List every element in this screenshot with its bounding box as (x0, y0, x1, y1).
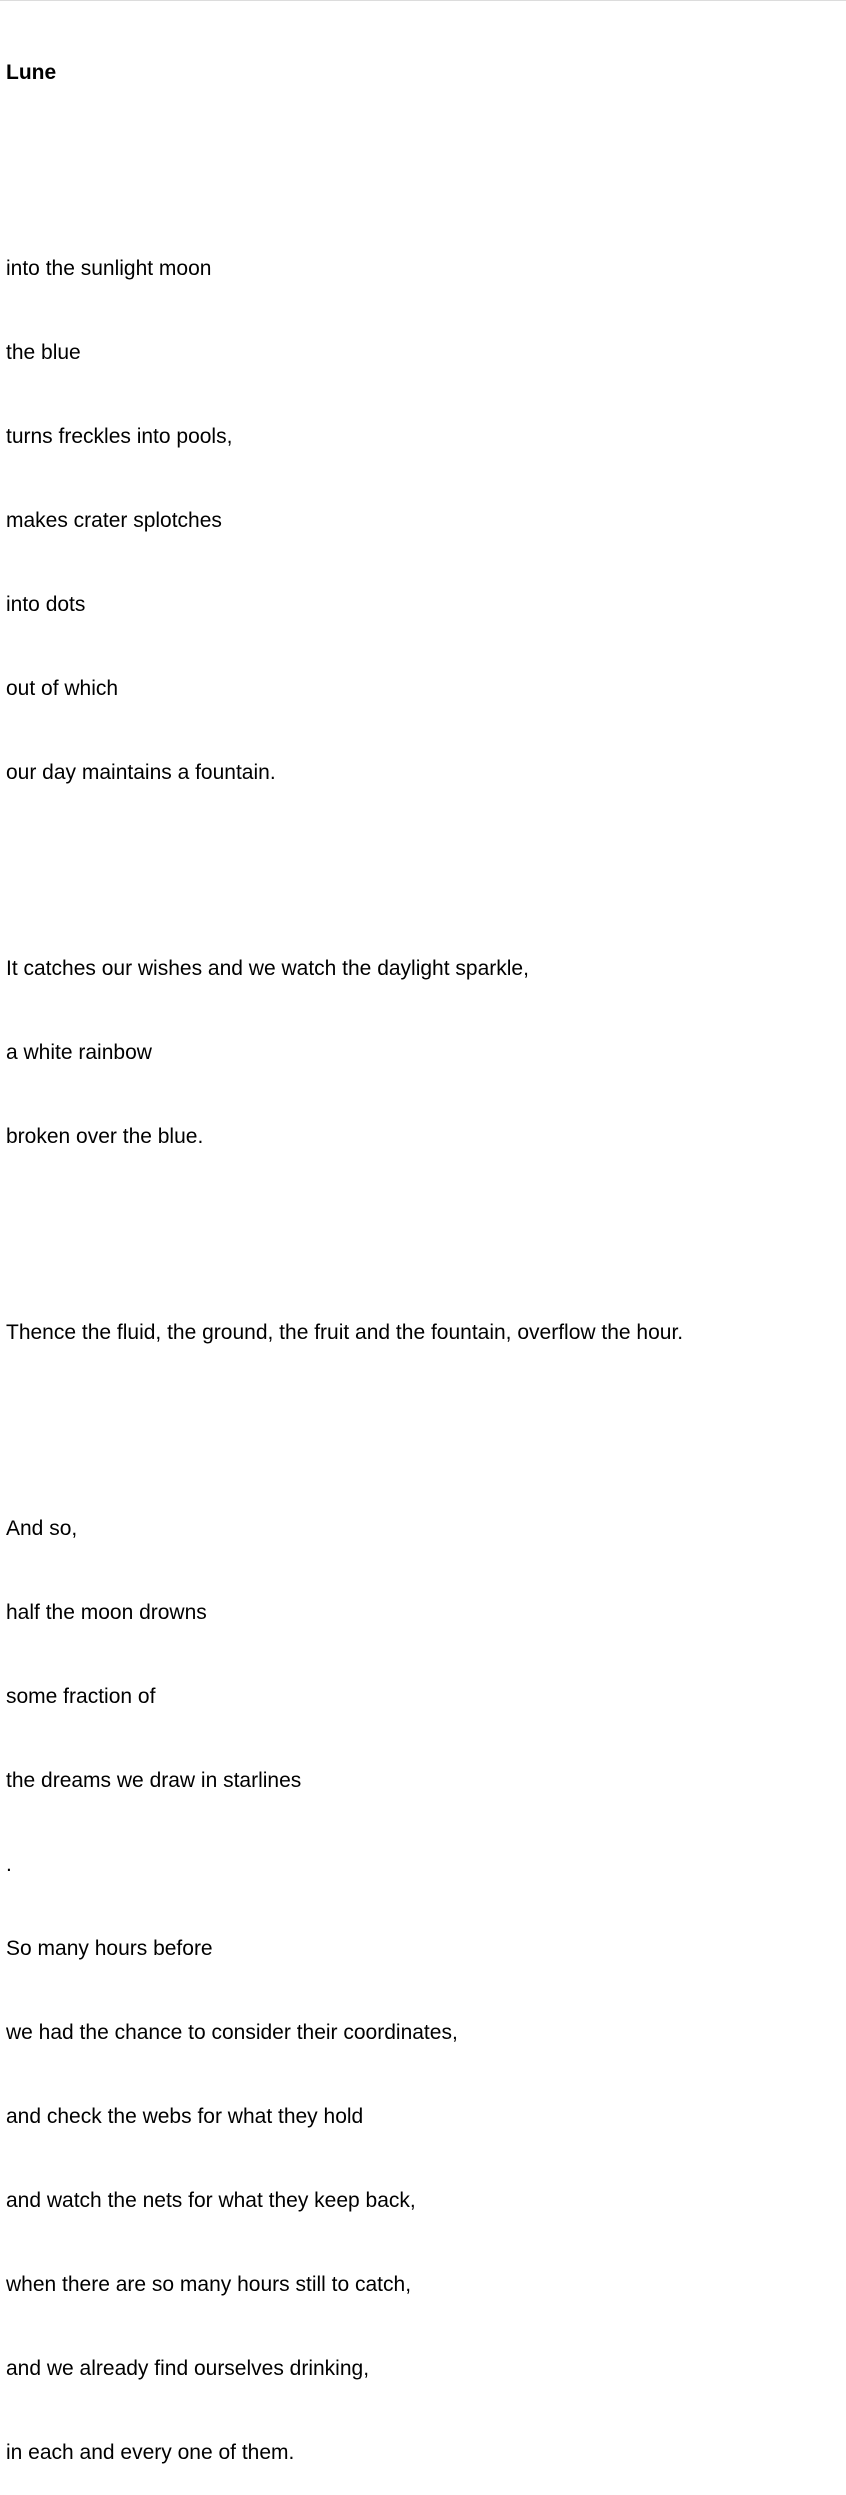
poem-line: and we already find ourselves drinking, (6, 2357, 370, 2380)
poem-line: and watch the nets for what they keep back, (6, 2189, 416, 2212)
poem-body (6, 3, 683, 2495)
stanza-gap (6, 1207, 683, 1235)
poem-line: the dreams we draw in starlines (6, 1769, 302, 1792)
poem-line: into the sunlight moon (6, 257, 212, 280)
stanza-gap (6, 1403, 683, 1431)
poem-line: It catches our wishes and we watch the daylight sparkle, (6, 957, 529, 980)
poem-line: So many hours before (6, 1937, 213, 1960)
poem-line: broken over the blue. (6, 1125, 204, 1148)
stanza-gap (6, 843, 683, 871)
poem-line: And so, (6, 1517, 78, 1540)
poem-line: and check the webs for what they hold (6, 2105, 364, 2128)
poem-line: turns freckles into pools, (6, 425, 233, 448)
poem-line: out of which (6, 677, 119, 700)
poem-line: the blue (6, 341, 81, 364)
poem-line: we had the chance to consider their coordinates, (6, 2021, 458, 2044)
poem-title: Lune (6, 61, 57, 84)
poem-line: half the moon drowns (6, 1601, 207, 1624)
poem-line: in each and every one of them. (6, 2441, 295, 2464)
poem-line: our day maintains a fountain. (6, 761, 276, 784)
poem-line: when there are so many hours still to catch, (6, 2273, 412, 2296)
poem-line: a white rainbow (6, 1041, 152, 1064)
poem-line: some fraction of (6, 1685, 156, 1708)
stanza-gap (6, 143, 683, 171)
poem-line: Thence the fluid, the ground, the fruit and the fountain, overflow the hour. (6, 1321, 684, 1344)
poem-line: makes crater splotches (6, 509, 222, 532)
poem-line: . (6, 1853, 12, 1876)
poem-line: into dots (6, 593, 86, 616)
top-divider (0, 0, 846, 1)
